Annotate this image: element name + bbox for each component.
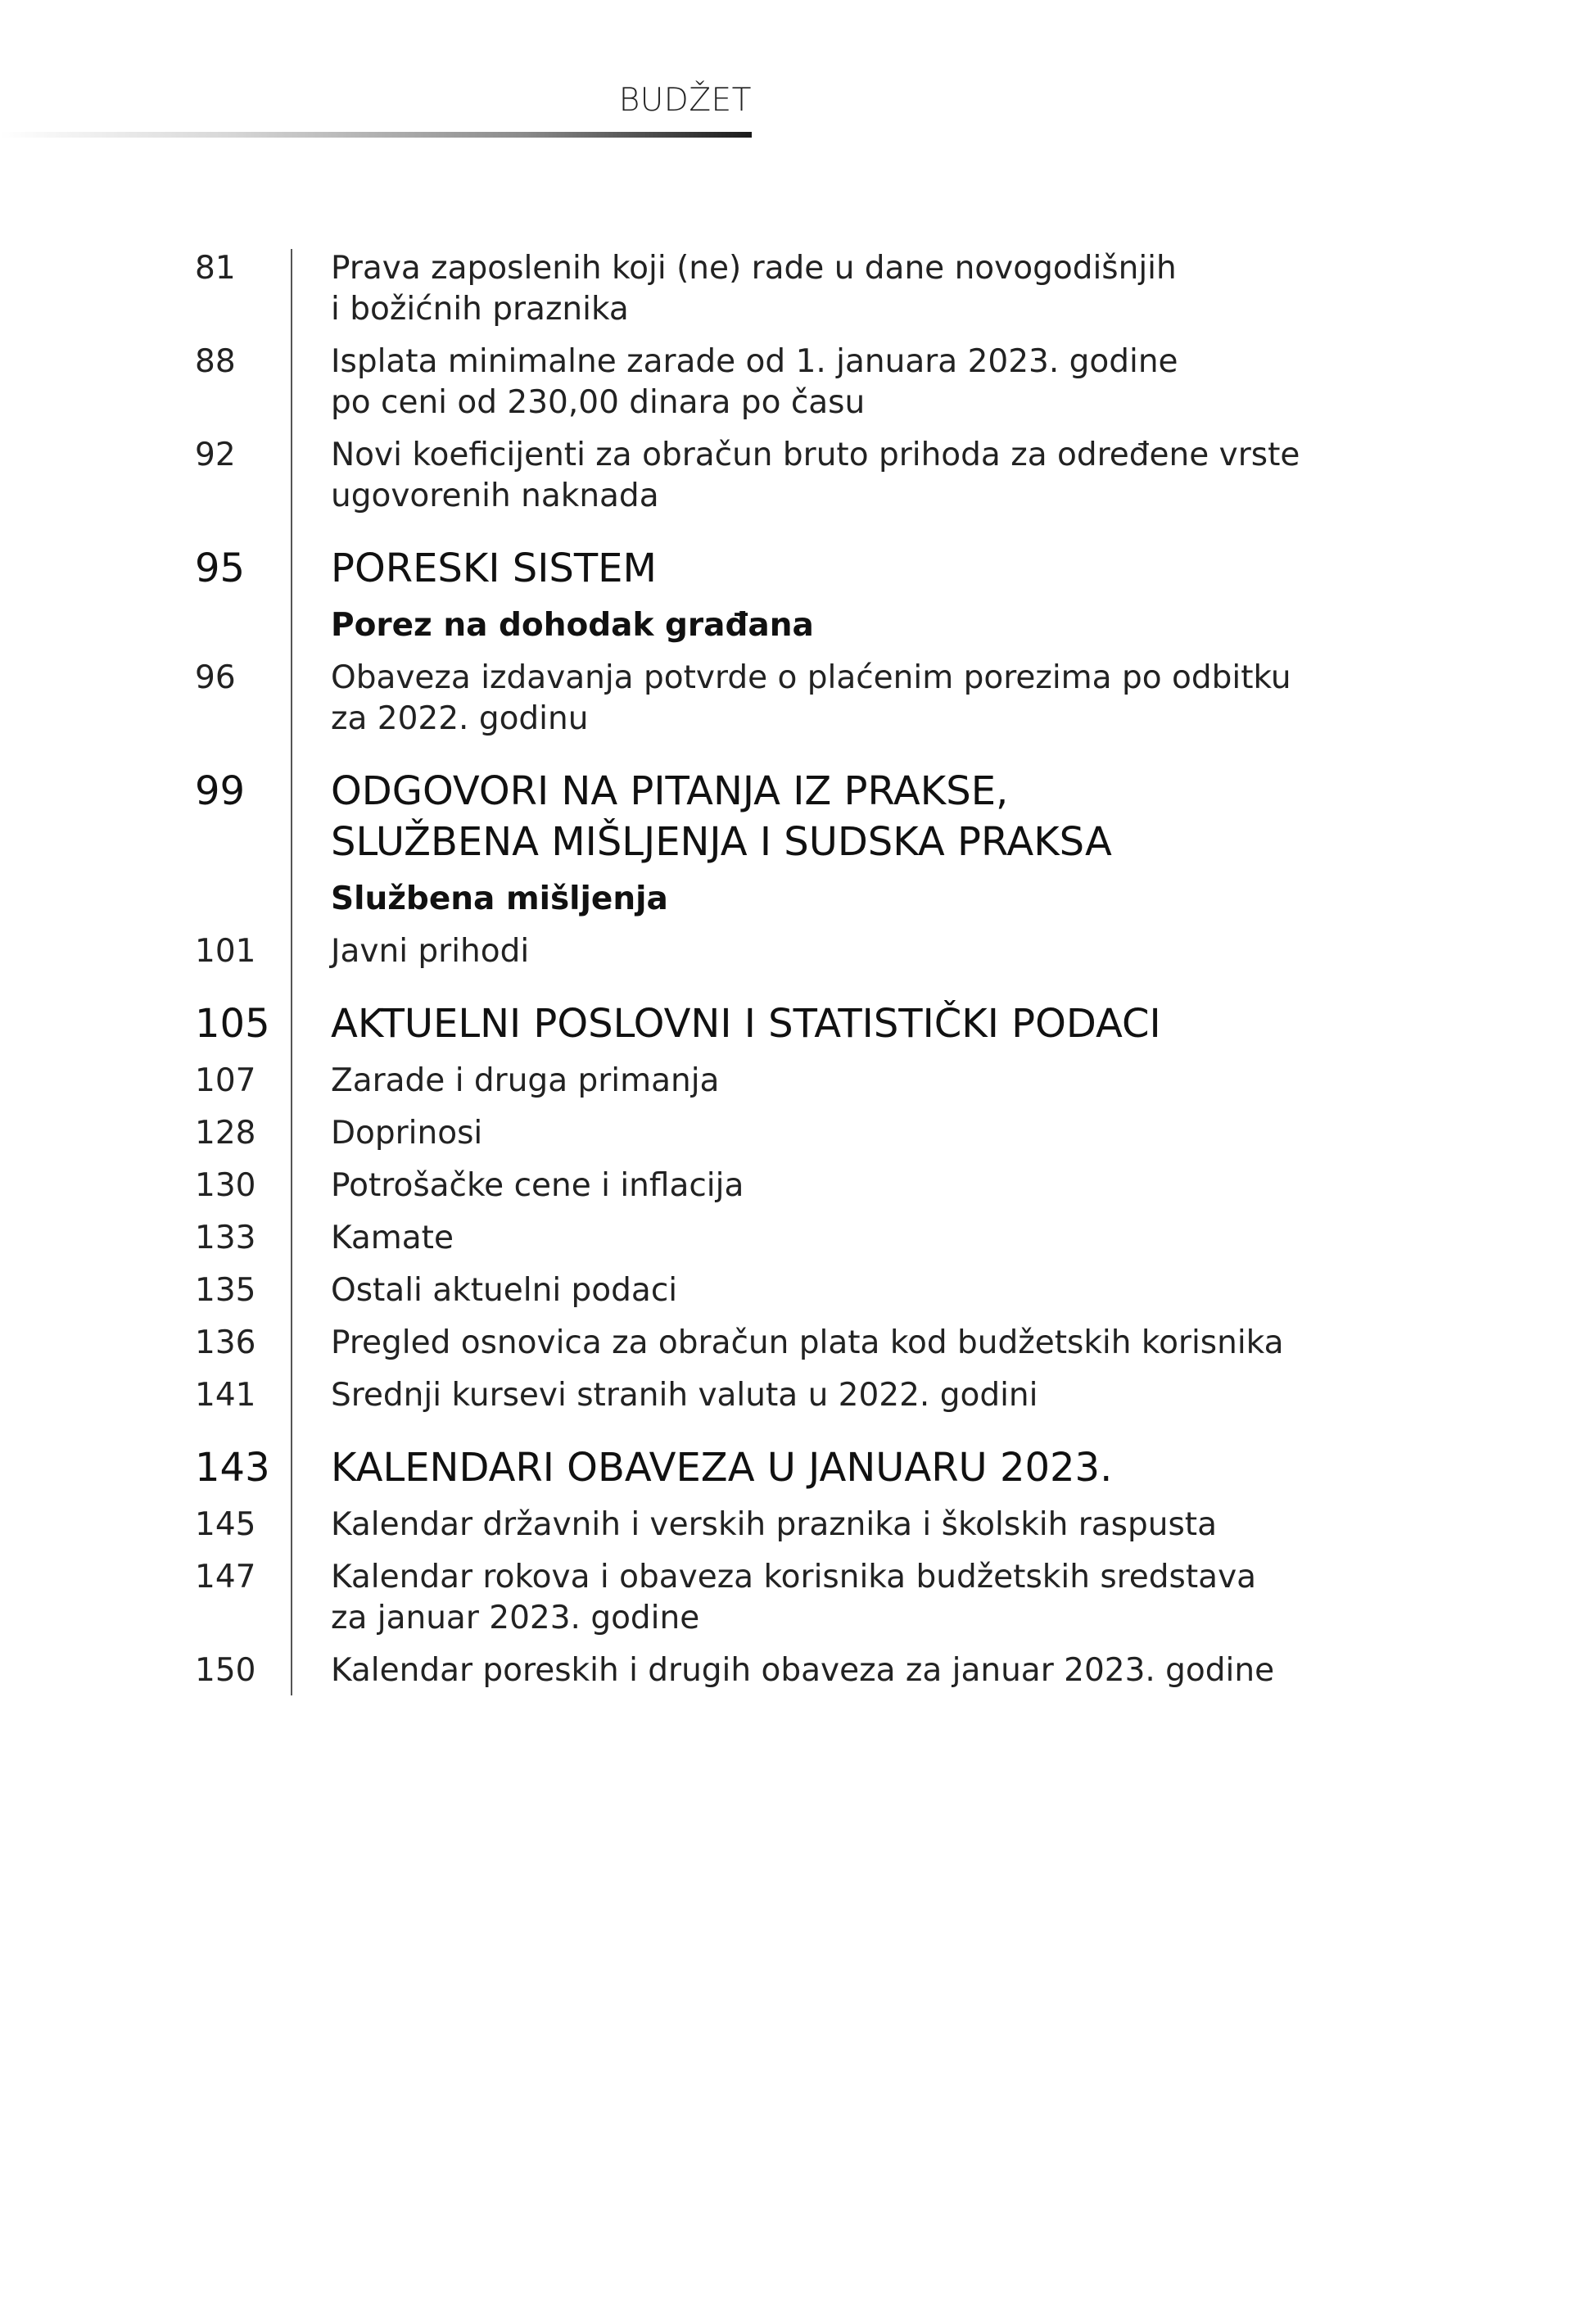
toc-entry-title: Ostali aktuelni podaci	[331, 1272, 678, 1309]
toc-page-number: 135	[195, 1272, 256, 1309]
toc-entry[interactable]	[195, 1375, 1341, 1416]
toc-entry-title: Srednji kursevi stranih valuta u 2022. godini	[331, 1377, 1038, 1414]
toc-section-heading[interactable]	[195, 1442, 1341, 1493]
toc-entry-title: Kamate	[331, 1220, 454, 1256]
header-rule	[0, 132, 752, 138]
toc-section-heading[interactable]	[195, 766, 1341, 867]
toc-page-number: 145	[195, 1506, 256, 1543]
toc-page-number: 147	[195, 1559, 256, 1596]
toc-subsection-title: Porez na dohodak građana	[331, 607, 814, 644]
toc-entry[interactable]	[195, 1505, 1341, 1546]
toc-section-page-number: 105	[195, 1001, 270, 1047]
toc-page-number: 136	[195, 1324, 256, 1361]
toc-page-number: 107	[195, 1062, 256, 1099]
toc-entry-title: Isplata minimalne zarade od 1. januara 2023. godine po ceni od 230,00 dinara po času	[331, 343, 1178, 421]
table-of-contents	[195, 248, 1341, 1691]
toc-entry-title: Obaveza izdavanja potvrde o plaćenim porezima po odbitku za 2022. godinu	[331, 659, 1291, 737]
toc-section-page-number: 95	[195, 545, 246, 591]
toc-page-number: 133	[195, 1220, 256, 1256]
toc-section-title: KALENDARI OBAVEZA U JANUARU 2023.	[331, 1445, 1113, 1491]
toc-entry[interactable]	[195, 1061, 1341, 1102]
toc-entry-title: Javni prihodi	[331, 933, 530, 970]
toc-page-number: 150	[195, 1652, 256, 1689]
toc-entry[interactable]	[195, 1218, 1341, 1259]
toc-section-page-number: 143	[195, 1445, 270, 1491]
toc-page-number: 128	[195, 1115, 256, 1152]
toc-page-number: 101	[195, 933, 256, 970]
toc-entry[interactable]	[195, 1270, 1341, 1311]
toc-entry[interactable]	[195, 1166, 1341, 1206]
toc-entry-title: Prava zaposlenih koji (ne) rade u dane novogodišnjih i božićnih praznika	[331, 250, 1177, 328]
toc-subsection-title: Službena mišljenja	[331, 880, 668, 917]
toc-entry-title: Kalendar poreskih i drugih obaveza za januar 2023. godine	[331, 1652, 1275, 1689]
toc-entry[interactable]	[195, 248, 1341, 330]
toc-section-heading[interactable]	[195, 998, 1341, 1049]
page-header-title: BUDŽET	[618, 82, 752, 119]
toc-entry-title: Novi koeficijenti za obračun bruto prihoda za određene vrste ugovorenih naknada	[331, 437, 1300, 514]
toc-entry-title: Potrošačke cene i inflacija	[331, 1167, 744, 1204]
toc-page-number: 130	[195, 1167, 256, 1204]
toc-entry-title: Kalendar rokova i obaveza korisnika budžetskih sredstava za januar 2023. godine	[331, 1559, 1257, 1636]
toc-page-number: 81	[195, 250, 236, 287]
toc-subsection-heading	[195, 605, 1341, 646]
toc-section-title: AKTUELNI POSLOVNI I STATISTIČKI PODACI	[331, 1001, 1161, 1047]
toc-page-number: 88	[195, 343, 236, 380]
toc-section-title: ODGOVORI NA PITANJA IZ PRAKSE, SLUŽBENA MIŠLJENJA I SUDSKA PRAKSA	[331, 768, 1112, 865]
toc-page-number: 92	[195, 437, 236, 473]
toc-entry[interactable]	[195, 435, 1341, 517]
toc-section-title: PORESKI SISTEM	[331, 545, 657, 591]
toc-page-number: 141	[195, 1377, 256, 1414]
toc-entry[interactable]	[195, 342, 1341, 423]
toc-entry-title: Zarade i druga primanja	[331, 1062, 720, 1099]
toc-entry-title: Pregled osnovica za obračun plata kod budžetskih korisnika	[331, 1324, 1284, 1361]
toc-entry[interactable]	[195, 1113, 1341, 1154]
toc-entry-title: Kalendar državnih i verskih praznika i školskih raspusta	[331, 1506, 1217, 1543]
toc-entry[interactable]	[195, 1323, 1341, 1364]
toc-entry[interactable]	[195, 658, 1341, 740]
toc-section-heading[interactable]	[195, 543, 1341, 594]
toc-subsection-heading	[195, 879, 1341, 920]
toc-section-page-number: 99	[195, 768, 246, 814]
toc-entry[interactable]	[195, 931, 1341, 972]
toc-entry[interactable]	[195, 1557, 1341, 1639]
toc-entry-title: Doprinosi	[331, 1115, 483, 1152]
toc-entry[interactable]	[195, 1650, 1341, 1691]
toc-page-number: 96	[195, 659, 236, 696]
